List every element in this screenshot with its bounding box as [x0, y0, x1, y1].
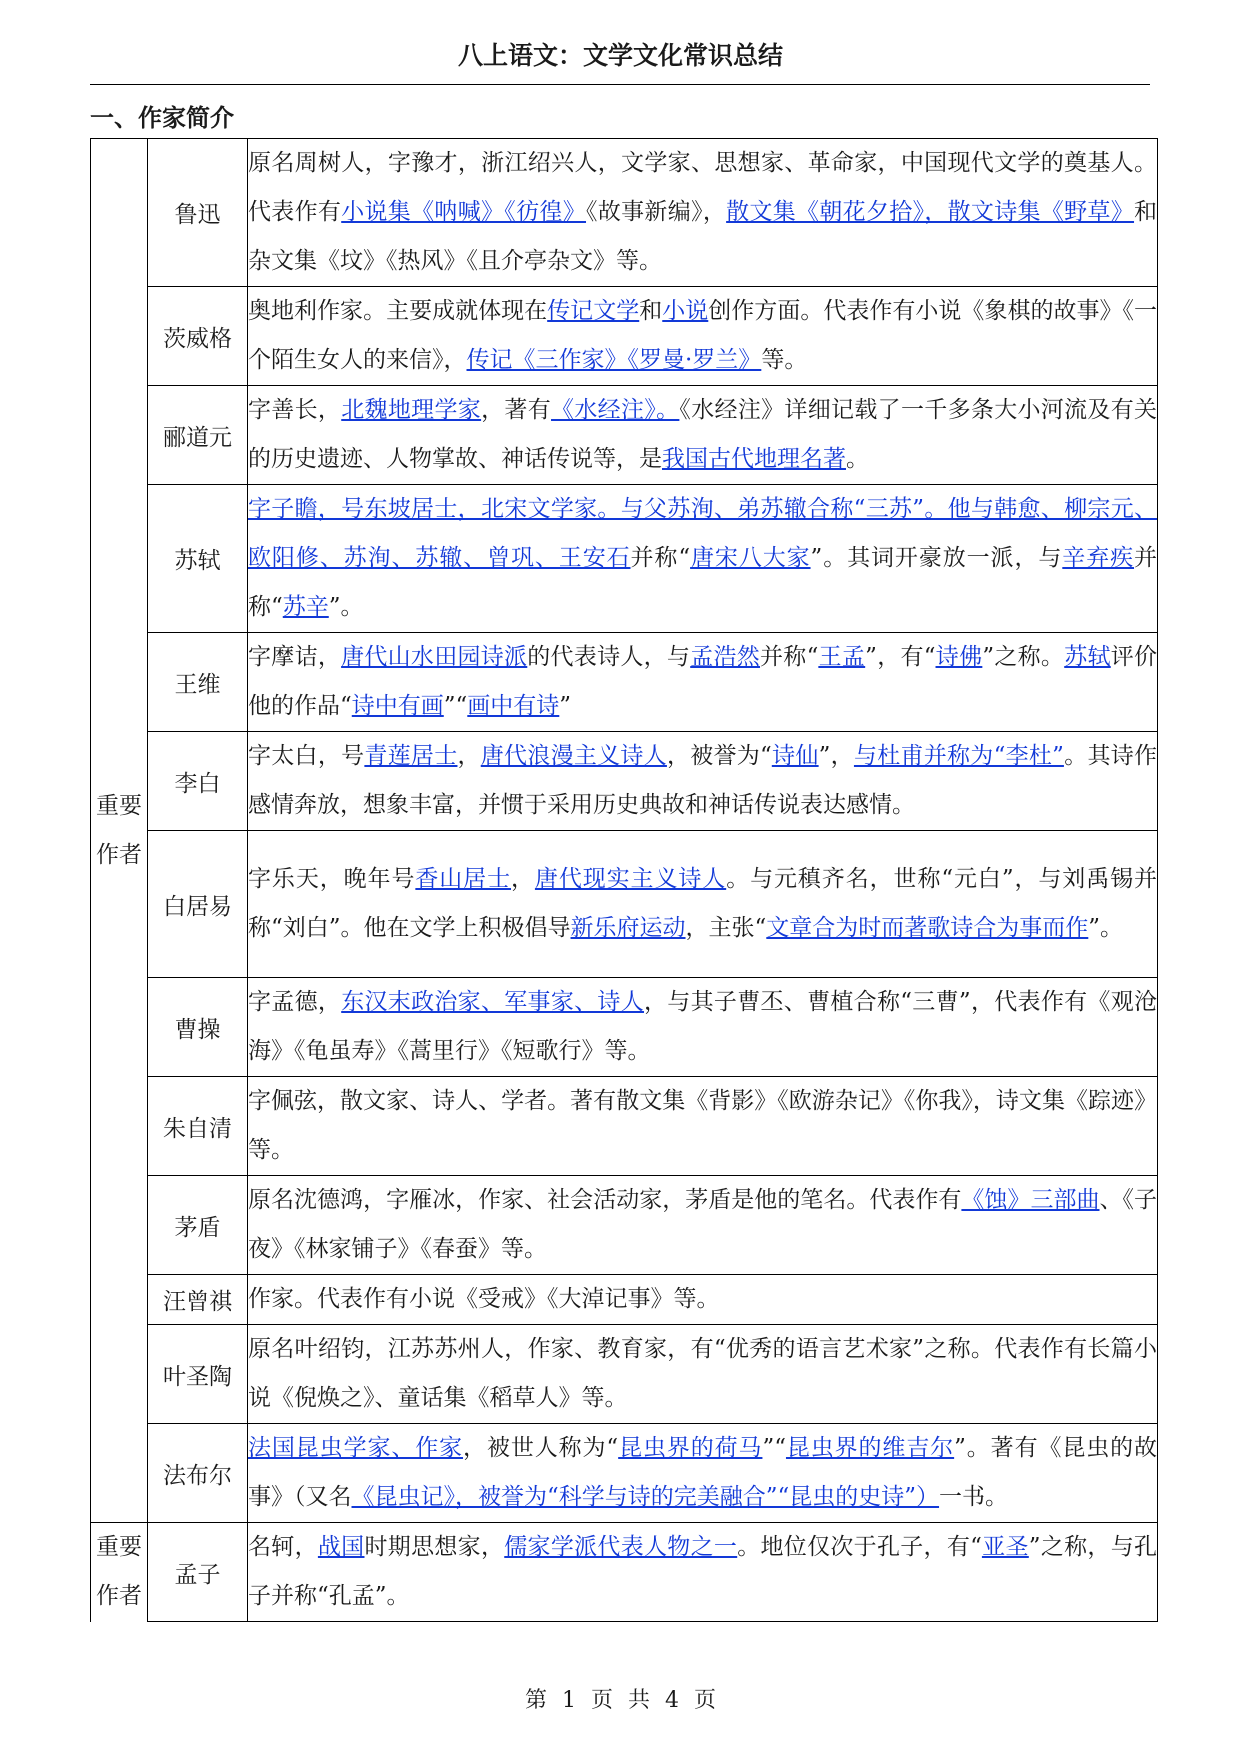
highlight-text: 儒家学派代表人物之一: [504, 1534, 738, 1560]
author-name: 王维: [148, 633, 248, 732]
author-description: [248, 1325, 1158, 1424]
highlight-text: 香山居士: [415, 866, 511, 892]
table-row: [91, 1176, 1158, 1275]
table-row: [91, 831, 1158, 978]
page-footer: 第 1 页 共 4 页: [525, 1688, 716, 1713]
description-text: 字乐天，晚年号: [248, 866, 416, 892]
description-text: ，: [457, 743, 481, 769]
author-name: 叶圣陶: [148, 1325, 248, 1424]
author-description: [248, 139, 1158, 287]
author-name: 鲁迅: [148, 139, 248, 287]
table-row: [91, 978, 1158, 1077]
table-row: [91, 633, 1158, 732]
table-row: [91, 1424, 1158, 1523]
highlight-text: 昆虫界的荷马: [618, 1435, 763, 1461]
highlight-text: 辛弃疾: [1062, 545, 1135, 571]
author-name: 朱自清: [148, 1077, 248, 1176]
description-text: 奥地利作家。主要成就体现在: [248, 298, 548, 324]
description-text: 和: [639, 298, 663, 324]
section-heading: 一、作家简介: [90, 104, 234, 132]
description-text: 和杂文集《坟》《热风》《且介亭杂文》等。: [248, 199, 1158, 274]
description-text: ”“: [762, 1435, 786, 1461]
description-text: 字孟德，: [248, 989, 342, 1015]
author-name: 苏轼: [148, 485, 248, 633]
highlight-text: 王孟: [818, 644, 866, 670]
highlight-text: 青莲居士: [364, 743, 458, 769]
author-name: 李白: [148, 732, 248, 831]
author-name: 白居易: [148, 831, 248, 978]
highlight-text: 新乐府运动: [570, 915, 686, 941]
table-row: [91, 732, 1158, 831]
table-row: [91, 1077, 1158, 1176]
highlight-text: 传记《三作家》《罗曼·罗兰》: [466, 347, 762, 373]
highlight-text: 小说集《呐喊》《彷徨》: [341, 199, 587, 225]
description-text: ”。著有《昆虫的故事》（又名: [248, 1435, 1158, 1510]
description-text: 。: [846, 446, 869, 472]
highlight-text: 诗仙: [771, 743, 819, 769]
description-text: 的代表诗人，与: [527, 644, 691, 670]
highlight-text: 文章合为时而著歌诗合为事而作: [766, 915, 1089, 941]
description-text: ，被世人称为“: [463, 1435, 619, 1461]
table-row: [91, 1523, 1158, 1622]
author-description: [248, 732, 1158, 831]
highlight-text: 唐代浪漫主义诗人: [480, 743, 667, 769]
author-description: [248, 1176, 1158, 1275]
highlight-text: 诗佛: [935, 644, 983, 670]
category-cell: 重要作者: [91, 139, 148, 1523]
description-text: 作家。代表作有小说《受戒》《大淖记事》等。: [248, 1286, 720, 1312]
author-name: 法布尔: [148, 1424, 248, 1523]
author-description: [248, 485, 1158, 633]
description-text: 。其诗作感情奔放，想象丰富，并惯于采用历史典故和神话传说表达感情。: [248, 743, 1158, 818]
description-text: 原名叶绍钧，江苏苏州人，作家、教育家，有“优秀的语言艺术家”之称。代表作有长篇小说《倪焕之》、童话集《稻草人》等。: [248, 1336, 1157, 1411]
author-description: [248, 978, 1158, 1077]
description-text: 《水经注》详细记载了一千多条大小河流及有关的历史遗迹、人物掌故、神话传说等，是: [248, 397, 1158, 472]
description-text: 等。: [761, 347, 808, 373]
description-text: ，与其子曹丕、曹植合称“三曹”，代表作有《观沧海》《龟虽寿》《蒿里行》《短歌行》等。: [248, 989, 1158, 1064]
highlight-text: 画中有诗: [467, 693, 560, 719]
description-text: ”: [559, 693, 572, 719]
highlight-text: 我国古代地理名著: [662, 446, 846, 472]
highlight-text: 苏辛: [282, 594, 329, 620]
author-name: 汪曾祺: [148, 1275, 248, 1325]
table-row: [91, 287, 1158, 386]
category-cell: 重要作者: [91, 1523, 148, 1622]
description-text: 原名周树人，字豫才，浙江绍兴人，文学家、思想家、革命家，中国现代文学的奠基人。代表作有: [248, 150, 1157, 225]
description-text: 。地位仅次于孔子，有“: [737, 1534, 982, 1560]
description-text: ，被誉为“: [666, 743, 772, 769]
description-text: ”之称。: [982, 644, 1065, 670]
highlight-text: 法国昆虫学家、作家: [248, 1435, 464, 1461]
highlight-text: 亚圣: [981, 1534, 1029, 1560]
author-description: [248, 287, 1158, 386]
description-text: 并称“: [760, 644, 819, 670]
title-divider: [90, 84, 1150, 85]
highlight-text: 唐宋八大家: [690, 545, 811, 571]
description-text: 并称“: [248, 545, 1158, 620]
highlight-text: 小说: [662, 298, 709, 324]
author-description: [248, 386, 1158, 485]
highlight-text: 东汉末政治家、军事家、诗人: [341, 989, 645, 1015]
author-description: [248, 1424, 1158, 1523]
author-name: 孟子: [148, 1523, 248, 1622]
highlight-text: 战国: [317, 1534, 365, 1560]
highlight-text: 《蚀》三部曲: [961, 1187, 1100, 1213]
description-text: 评价他的作品“: [248, 644, 1158, 719]
author-name: 茅盾: [148, 1176, 248, 1275]
highlight-text: 孟浩然: [690, 644, 761, 670]
author-description: [248, 1523, 1158, 1622]
highlight-text: 《水经注》。: [551, 397, 680, 423]
description-text: 一书。: [939, 1484, 1009, 1510]
description-text: 创作方面。代表作有小说《象棋的故事》《一个陌生女人的来信》，: [248, 298, 1158, 373]
page-title: 八上语文：文学文化常识总结: [457, 41, 783, 70]
description-text: 并称“: [630, 545, 691, 571]
description-text: 名轲，: [248, 1534, 318, 1560]
description-text: 时期思想家，: [364, 1534, 505, 1560]
author-description: [248, 831, 1158, 978]
description-text: ，著有: [481, 397, 552, 423]
description-text: 字太白，号: [248, 743, 365, 769]
highlight-text: 与杜甫并称为“李杜”: [853, 743, 1064, 769]
highlight-text: 散文集《朝花夕拾》，散文诗集《野草》: [726, 199, 1135, 225]
author-name: 茨威格: [148, 287, 248, 386]
description-text: 《故事新编》，: [586, 199, 727, 225]
highlight-text: 《昆虫记》，被誉为“科学与诗的完美融合”“昆虫的史诗”）: [351, 1484, 940, 1510]
table-row: [91, 1275, 1158, 1325]
description-text: ，: [511, 866, 535, 892]
description-text: ”之称，与孔子并称“孔孟”。: [248, 1534, 1158, 1609]
author-description: [248, 1275, 1158, 1325]
description-text: 。与元稹齐名，世称“元白”，与刘禹锡并称“刘白”。他在文学上积极倡导: [248, 866, 1158, 941]
description-text: ”。: [1088, 915, 1124, 941]
highlight-text: 苏轼: [1064, 644, 1111, 670]
author-name: 郦道元: [148, 386, 248, 485]
highlight-text: 北魏地理学家: [341, 397, 482, 423]
highlight-text: 唐代现实主义诗人: [534, 866, 727, 892]
description-text: ”，: [818, 743, 854, 769]
description-text: ”。: [328, 594, 364, 620]
description-text: ”“: [443, 693, 468, 719]
author-table: [90, 138, 1158, 1622]
description-text: ，主张“: [685, 915, 767, 941]
author-name: 曹操: [148, 978, 248, 1077]
highlight-text: 诗中有画: [351, 693, 444, 719]
author-description: [248, 633, 1158, 732]
table-row: [91, 386, 1158, 485]
description-text: 字佩弦，散文家、诗人、学者。著有散文集《背影》《欧游杂记》《你我》，诗文集《踪迹》等。: [248, 1088, 1157, 1163]
description-text: ”。其词开豪放一派，与: [810, 545, 1063, 571]
highlight-text: 传记文学: [547, 298, 640, 324]
description-text: ”，有“: [865, 644, 936, 670]
table-row: [91, 139, 1158, 287]
highlight-text: 昆虫界的维吉尔: [785, 1435, 955, 1461]
description-text: 字摩诘，: [248, 644, 342, 670]
description-text: 、《子夜》《林家铺子》《春蚕》等。: [248, 1187, 1158, 1262]
description-text: 字善长，: [248, 397, 342, 423]
highlight-text: 字子瞻，号东坡居士，北宋文学家。与父苏洵、弟苏辙合称“三苏”。他与韩愈、柳宗元、欧阳修、苏洵、苏辙、曾巩、王安石: [248, 496, 1157, 571]
highlight-text: 唐代山水田园诗派: [341, 644, 528, 670]
table-row: [91, 485, 1158, 633]
description-text: 原名沈德鸿，字雁冰，作家、社会活动家，茅盾是他的笔名。代表作有: [248, 1187, 962, 1213]
table-row: [91, 1325, 1158, 1424]
author-description: [248, 1077, 1158, 1176]
